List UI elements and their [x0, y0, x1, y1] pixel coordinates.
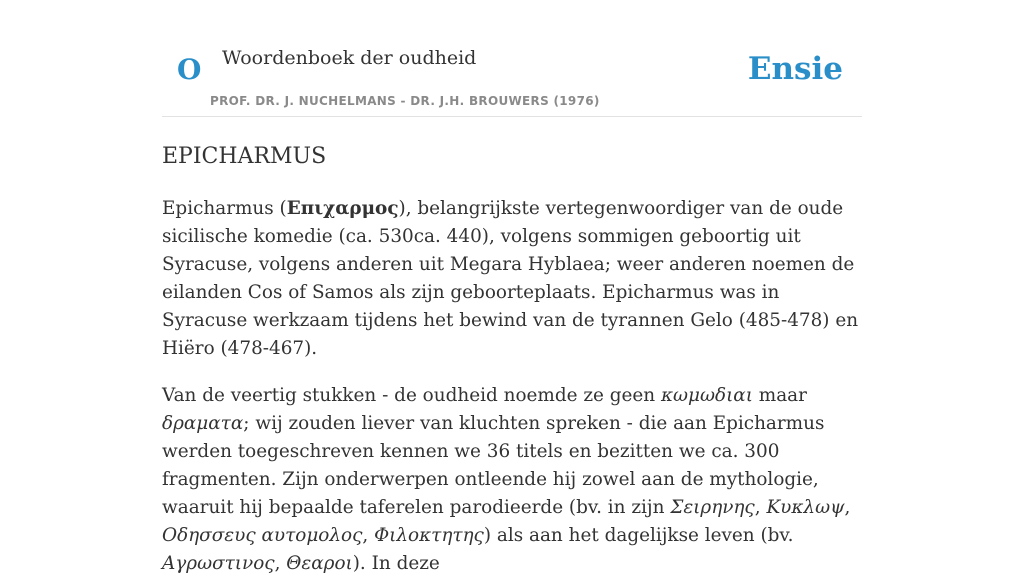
greek-title: Φιλοκτητης [374, 525, 484, 546]
separator: , [844, 497, 851, 518]
separator: , [754, 497, 767, 518]
page-container [162, 0, 862, 578]
greek-title: Θεαροι [286, 553, 353, 574]
text-span: ). In deze [352, 553, 440, 574]
entry-paragraph-2 [162, 382, 862, 578]
index-letter[interactable]: O [177, 53, 202, 86]
text-span: ) als aan het dagelijkse leven (bv. [483, 525, 794, 546]
text-span: ; wij zouden liever van kluchten spreken - die aan Epicharmus werden toegeschreven kennen we 36 titels en bezitten we ca. 300 fragmenten. Zijn onderwerpen ontleende hij zowel aan de mythologie, waaruit hij bepaalde taferelen parodieerde (bv. in zijn [162, 413, 825, 518]
text-span: ), belangrijkste vertegenwoordiger van de oude sicilische komedie (ca. 530ca. 440), volgens sommigen geboortig uit Syracuse, volgens anderen uit Megara Hyblaea; weer anderen noemen de eilanden Cos of Samos als zijn geboorteplaats. Epicharmus was in Syracuse werkzaam tijdens het bewind van de tyrannen Gelo (485-478) en Hiëro (478-467). [162, 198, 859, 359]
text-span: Epicharmus ( [162, 198, 287, 219]
greek-title: Σειρηνης [670, 497, 755, 518]
greek-name: Επιχαρμος [286, 198, 399, 219]
separator: , [362, 525, 375, 546]
greek-title: Κυκλωψ [766, 497, 845, 518]
greek-title: Αγρωστινος [162, 553, 275, 574]
greek-term: δραματα [162, 413, 244, 434]
entry-paragraph-1 [162, 195, 862, 363]
text-span: Van de veertig stukken - de oudheid noemde ze geen [162, 385, 661, 406]
separator: , [274, 553, 287, 574]
entry-title: EPICHARMUS [162, 144, 327, 169]
text-span: maar [752, 385, 807, 406]
book-title[interactable]: Woordenboek der oudheid [222, 47, 477, 69]
greek-term: κωμωδιαι [661, 385, 753, 406]
book-authors: PROF. DR. J. NUCHELMANS - DR. J.H. BROUWERS (1976) [210, 94, 600, 108]
brand-logo[interactable]: Ensie [747, 51, 843, 87]
greek-title: Οδησσευς αυτομολος [162, 525, 363, 546]
dictionary-header [162, 0, 862, 117]
